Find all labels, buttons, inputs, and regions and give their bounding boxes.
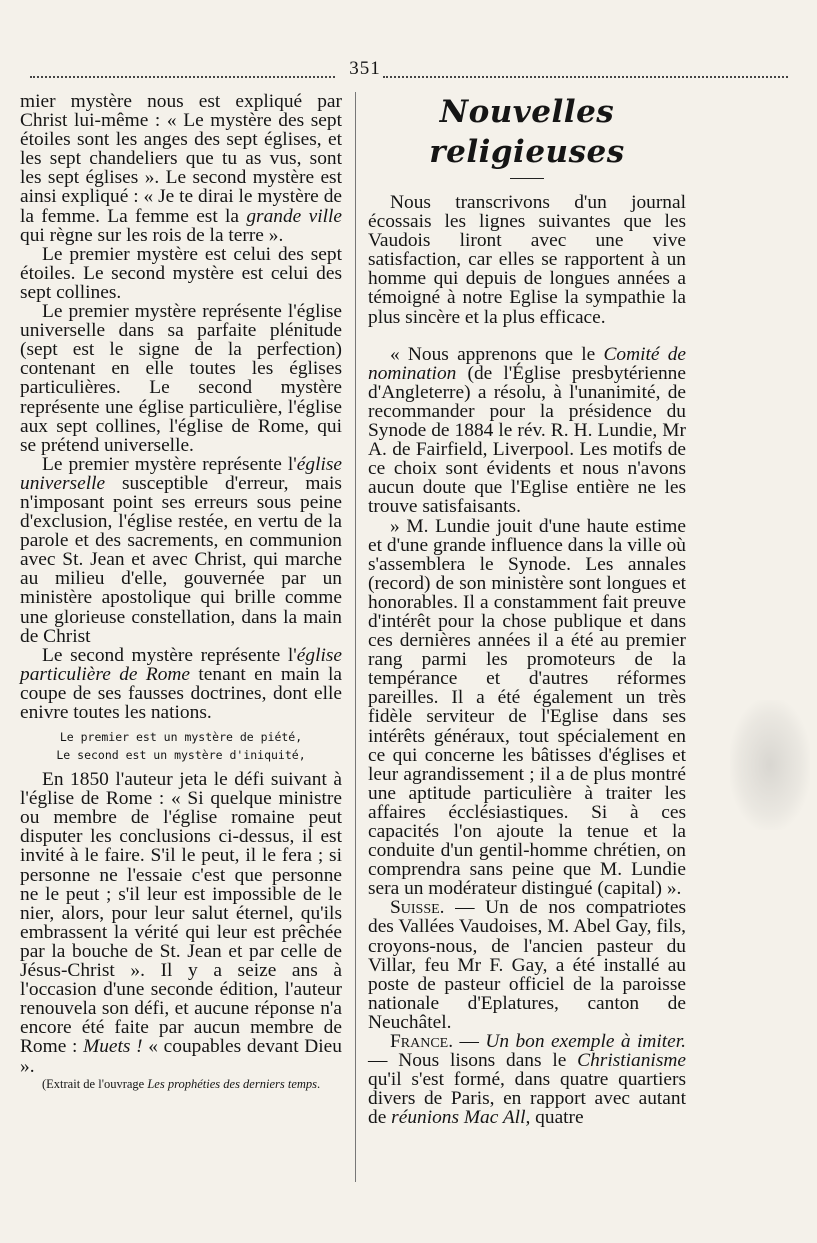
- verse-block: [20, 728, 342, 764]
- section-title: Nouvelles religieuses: [429, 94, 625, 170]
- column-divider: [355, 92, 356, 1182]
- paragraph: « Nous apprenons que le Comité de nomination (de l'Église presbytérienne d'Angleterre) a résolu, à l'unanimité, de recommander pour la présidence du Synode de 1884 le rév. R. H. Lundie, Mr A. de Fairfield, Liverpool. Les motifs de ce choix sont évidents et nous n'avons aucun doute que l'Eglise entière ne les trouve satisfaisants.: [368, 343, 686, 518]
- left-column: [20, 92, 342, 1092]
- paragraph: En 1850 l'auteur jeta le défi suivant à l'église de Rome : « Si quelque ministre ou membre de l'église romaine peut disputer les conclusions ci-dessus, il est invité à le faire. S'il le peut, il le fera ; si personne ne l'essaie c'est que personne ne le peut ; s'il leur est impossible de le nier, alors, pour leur salut éternel, qu'ils embrassent la vérité qui leur est prêchée par la bouche de St. Jean et par celle de Jésus-Christ ». Il y a seize ans à l'occasion d'une seconde édition, l'auteur renouvela son défi, et aucune réponse n'a encore été faite par aucun membre de Rome : Muets ! « coupables devant Dieu ».: [20, 769, 342, 1077]
- source-citation: (Extrait de l'ouvrage Les prophéties des derniers temps.: [42, 1076, 321, 1091]
- spacer: [368, 327, 686, 345]
- paragraph: Le premier mystère représente l'église universelle susceptible d'erreur, mais n'imposant point ses erreurs sous peine d'exclusion, l'église restée, en vertu de la parole et des sacrements, en communion avec St. Jean et avec Christ, qui marche au milieu d'elle, gouvernée par un ministère apostolique qui brille comme une glorieuse constellation, dans la main de Christ: [20, 453, 342, 647]
- paragraph: mier mystère nous est expliqué par Christ lui-même : « Le mystère des sept étoiles sont les anges des sept églises, et les sept chandeliers que tu as vus, sont les sept églises ». Le second mystère est ainsi expliqué : « Je te dirai le mystère de la femme. La femme est la grande ville qui règne sur les rois de la terre ».: [20, 91, 342, 246]
- title-rule: [510, 178, 544, 179]
- header-rule-right: [383, 70, 788, 78]
- page-number: 351: [349, 58, 381, 79]
- paragraph: France. — Un bon exemple à imiter. — Nous lisons dans le Christianisme qu'il s'est formé, dans quatre quartiers divers de Paris, en rapport avec autant de réunions Mac All, quatre: [368, 1031, 686, 1129]
- verse-line: Le second est un mystère d'iniquité,: [56, 748, 306, 763]
- paragraph: Suisse. — Un de nos compatriotes des Vallées Vaudoises, M. Abel Gay, fils, croyons-nous, de l'ancien pasteur du Villar, feu Mr F. Gay, a été installé au poste de pasteur officiel de la paroisse nationale d'Eplatures, canton de Neuchâtel.: [368, 897, 686, 1033]
- header-rule-left: [30, 70, 335, 78]
- paragraph: Le premier mystère représente l'église universelle dans sa parfaite plénitude (sept est le signe de la perfection) contenant en elle toutes les églises particulières. Le second mystère représente une église particulière, l'église aux sept collines, l'église de Rome, qui se prétend universelle.: [20, 301, 342, 456]
- paper-stain: [730, 700, 810, 830]
- news-label: Suisse.: [390, 897, 445, 919]
- news-label: France.: [390, 1031, 454, 1053]
- paragraph: Le second mystère représente l'église particulière de Rome tenant en main la coupe de ses fausses doctrines, dont elle enivre toutes les nations.: [20, 644, 342, 723]
- paragraph: Nous transcrivons d'un journal écossais les lignes suivantes que les Vaudois liront avec une vive satisfaction, car elles se rapportent à un homme qui depuis de longues années a témoigné à notre Eglise la sympathie la plus sincère et la plus efficace.: [368, 192, 686, 328]
- paragraph: » M. Lundie jouit d'une haute estime et d'une grande influence dans la ville où s'assemblera le Synode. Les annales (record) de son ministère sont longues et honorables. Il a constamment fait preuve d'intérêt pour la chose publique et dans ces dernières années il a été au premier rang parmi les promoteurs de la tempérance et d'autres réformes pareilles. Il a été également un très fidèle serviteur de l'Eglise dans ses intérêts généraux, tout spécialement en ce qui concerne les bâtisses d'églises et leur agrandissement ; il a de plus montré une aptitude particulière à traiter les affaires écclésiastiques. Si à ces capacités l'on ajoute la tenue et la conduite d'un gentil-homme chrétien, on comprendra sans peine que M. Lundie sera un modérateur distingué (capital) ».: [368, 515, 686, 900]
- right-column: [368, 92, 686, 1128]
- paragraph: Le premier mystère est celui des sept étoiles. Le second mystère est celui des sept collines.: [20, 243, 342, 303]
- page-header: [30, 58, 788, 80]
- verse-line: Le premier est un mystère de piété,: [59, 730, 303, 745]
